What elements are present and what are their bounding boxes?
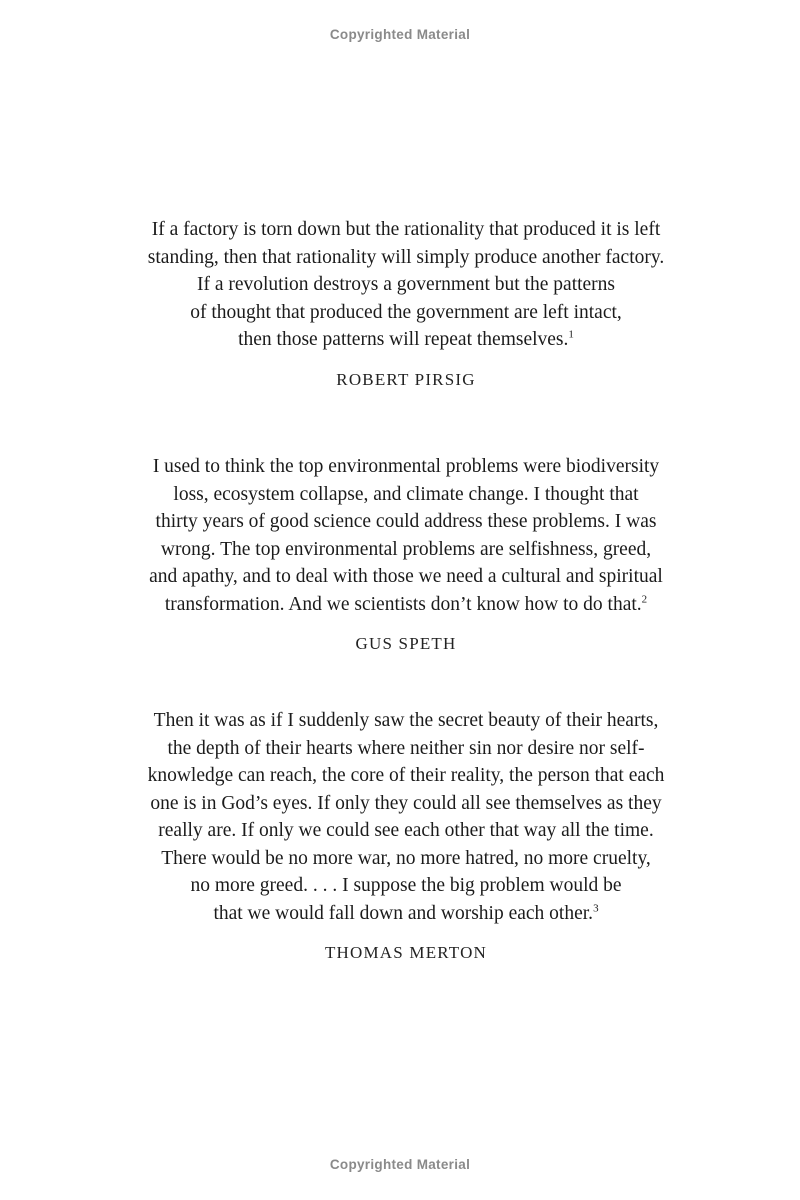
attribution-merton: THOMAS MERTON bbox=[324, 943, 488, 962]
quote-line-last bbox=[6, 591, 800, 619]
quote-line: the depth of their hearts where neither sin nor desire nor self- bbox=[167, 737, 645, 759]
copyright-notice-top: Copyrighted Material bbox=[329, 27, 471, 42]
attribution-pirsig: ROBERT PIRSIG bbox=[336, 369, 476, 389]
quote-line: really are. If only we could see each other that way all the time. bbox=[158, 820, 654, 841]
quote-line: no more greed. . . . I suppose the big problem would be bbox=[190, 875, 622, 896]
quote-line: If a revolution destroys a government but the patterns bbox=[196, 274, 616, 295]
quote-line: knowledge can reach, the core of their reality, the person that each bbox=[147, 765, 665, 786]
attribution-speth: GUS SPETH bbox=[355, 634, 457, 653]
footnote-marker-1: 1 bbox=[568, 328, 574, 341]
quote-line-last bbox=[6, 900, 800, 928]
quote-text-speth bbox=[6, 453, 800, 618]
epigraph-merton bbox=[6, 707, 800, 963]
quote-line: and apathy, and to deal with those we need a cultural and spiritual bbox=[149, 566, 663, 587]
quote-line-text: then those patterns will repeat themselves. bbox=[238, 329, 569, 350]
quote-line: I used to think the top environmental problems were biodiversity bbox=[152, 456, 660, 477]
copyright-notice-bottom: Copyrighted Material bbox=[329, 1157, 471, 1172]
quote-line: There would be no more war, no more hatred, no more cruelty, bbox=[161, 847, 651, 869]
footnote-marker-3: 3 bbox=[593, 902, 599, 914]
quote-line: loss, ecosystem collapse, and climate change. I thought that bbox=[173, 483, 639, 505]
quote-line: If a factory is torn down but the rationality that produced it is left bbox=[151, 219, 661, 240]
quote-line-text: that we would fall down and worship each other. bbox=[213, 902, 594, 924]
quote-line: standing, then that rationality will simply produce another factory. bbox=[147, 246, 665, 268]
quote-line-text: transformation. And we scientists don’t know how to do that. bbox=[164, 593, 642, 615]
quote-line: wrong. The top environmental problems are selfishness, greed, bbox=[160, 538, 652, 560]
quote-line: thirty years of good science could address these problems. I was bbox=[155, 511, 657, 532]
epigraph-pirsig bbox=[6, 216, 800, 390]
quote-line-last bbox=[6, 326, 800, 354]
quote-line: one is in God’s eyes. If only they could all see themselves as they bbox=[150, 792, 662, 814]
quote-text-pirsig bbox=[6, 216, 800, 354]
epigraph-speth bbox=[6, 453, 800, 654]
quote-text-merton bbox=[6, 707, 800, 927]
quote-line: of thought that produced the government are left intact, bbox=[190, 301, 622, 323]
footnote-marker-2: 2 bbox=[641, 593, 648, 605]
quote-line: Then it was as if I suddenly saw the secret beauty of their hearts, bbox=[153, 710, 659, 731]
